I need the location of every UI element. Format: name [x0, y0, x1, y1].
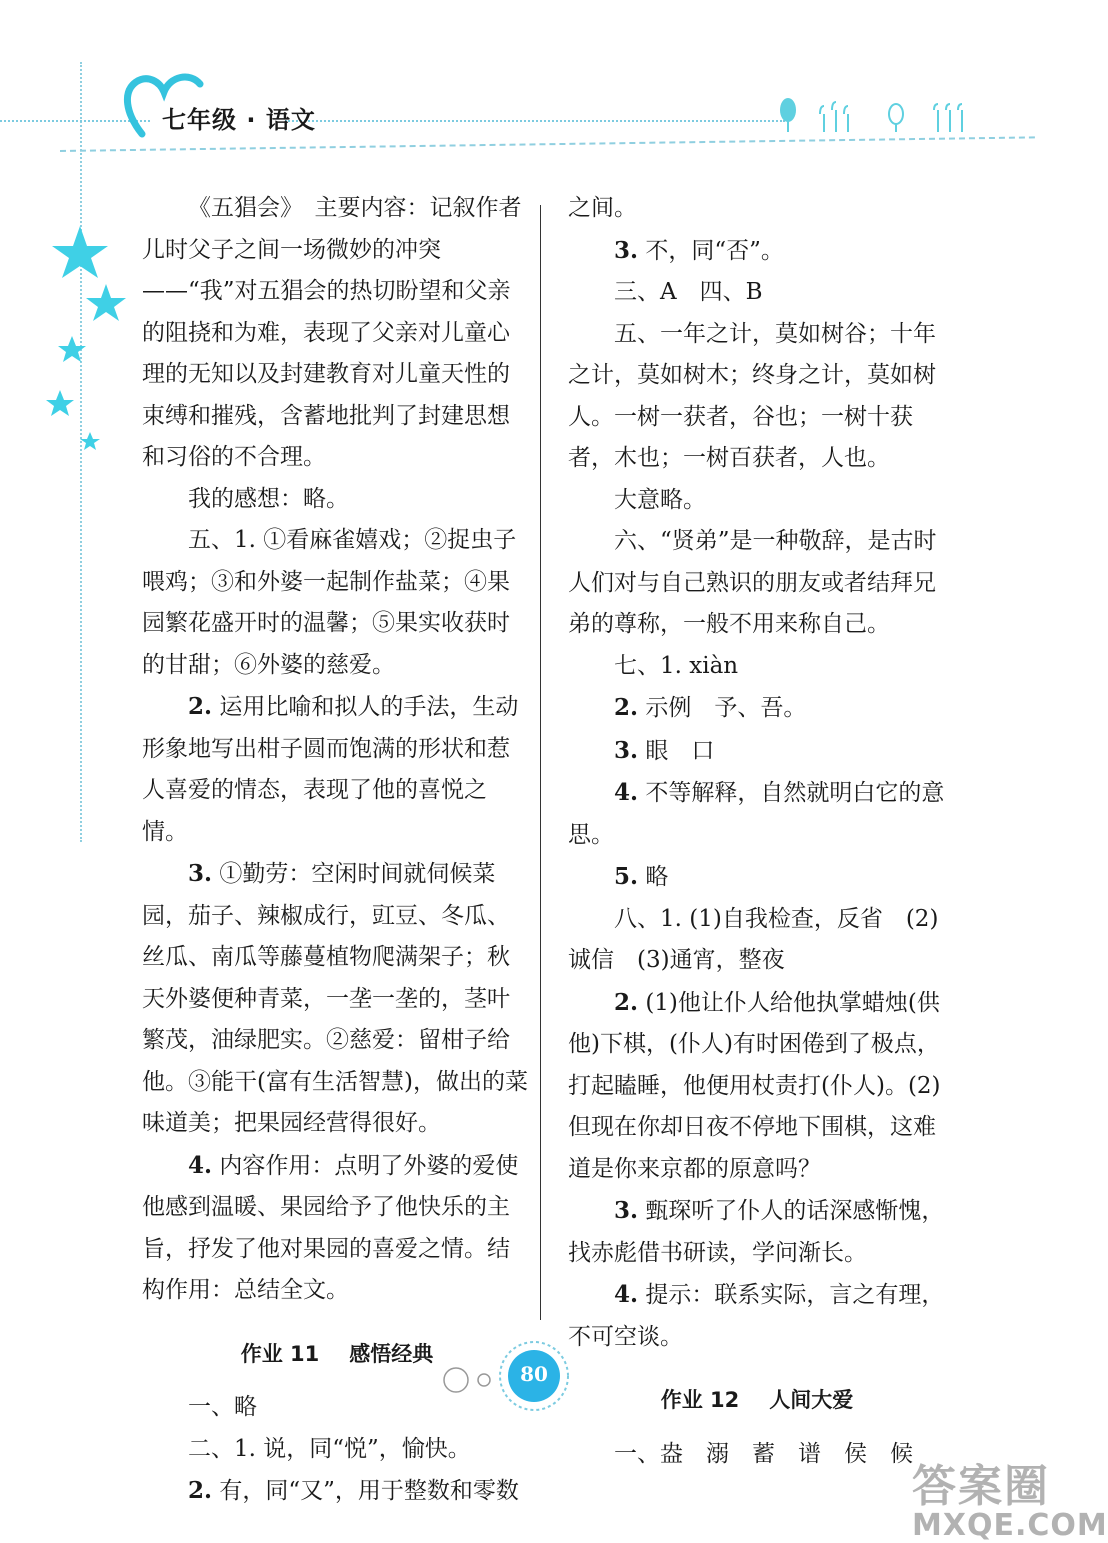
decorative-dotted-line [285, 120, 785, 122]
answer-paragraph [142, 1470, 532, 1513]
answer-paragraph: 五、一年之计，莫如树谷；十年之计，莫如树木；终身之计，莫如树人。一树一获者，谷也；一树十获者，木也；一树百获者，人也。 [568, 320, 936, 471]
item-number: 5. [614, 863, 639, 890]
item-number: 4. [188, 1151, 213, 1179]
watermark-text: 答案圈 [912, 1461, 1050, 1512]
watermark-url: MXQE.COM [912, 1508, 1108, 1543]
item-number: 3. [188, 860, 213, 887]
answer-paragraph: 三、A 四、B [614, 279, 763, 305]
column-divider [540, 205, 541, 1320]
item-number: 4. [614, 1281, 639, 1308]
item-number: 3. [614, 236, 639, 264]
section-number: 作业 12 [660, 1388, 740, 1412]
section-title: 人间大爱 [769, 1388, 854, 1412]
answer-text: 眼 口 [638, 737, 715, 764]
answer-paragraph [568, 1190, 946, 1274]
answer-paragraph: 二、1. 说，同“悦”，愉快。 [188, 1435, 471, 1462]
item-number: 2. [614, 988, 639, 1016]
watermark [912, 1450, 1108, 1543]
page-number: 80 [508, 1350, 560, 1402]
answer-text: 运用比喻和拟人的手法，生动形象地写出柑子圆而饱满的形状和惹人喜爱的情态，表现了他的喜悦之情。 [142, 694, 519, 845]
answer-paragraph: 一、略 [188, 1394, 257, 1420]
answer-paragraph: 我的感想：略。 [188, 485, 349, 512]
answer-paragraph: 大意略。 [614, 486, 706, 513]
answer-paragraph [568, 230, 946, 273]
plants-decoration-icon [772, 96, 972, 136]
answer-paragraph [568, 687, 946, 730]
answer-paragraph: 《五猖会》 主要内容：记叙作者儿时父子之间一场微妙的冲突——“我”对五猖会的热切盼望和父亲的阻挠和为难，表现了父亲对儿童心理的无知以及封建教育对儿童天性的束缚和摧残，含蓄地批判了封建思想和习俗的不合理。 [142, 195, 522, 470]
answer-text: 不等解释，自然就明白它的意思。 [568, 780, 945, 848]
answer-paragraph [568, 1274, 946, 1358]
answer-paragraph: 一、盎 溺 蓄 谱 侯 候 [614, 1440, 913, 1467]
answer-text: (1)他让仆人给他执掌蜡烛(供他)下棋，(仆人)有时困倦到了极点，打起瞌睡，他便用杖责打(仆人)。(2)但现在你却日夜不停地下围棋，这难道是你来京都的原意吗？ [568, 989, 941, 1182]
item-number: 4. [614, 779, 639, 806]
answer-paragraph: 八、1. (1)自我检查，反省 (2)诚信 (3)通宵，整夜 [568, 905, 939, 973]
left-column [142, 188, 532, 1513]
item-number: 2. [188, 1477, 213, 1504]
grade-subject-title: 七年级 · 语文 [162, 106, 316, 134]
answer-text: 有，同“又”，用于整数和零数 [212, 1478, 519, 1504]
stars-decoration-icon [40, 226, 130, 466]
answer-text: 示例 予、吾。 [638, 695, 807, 721]
answer-paragraph [568, 856, 946, 899]
section-heading [568, 1380, 946, 1422]
item-number: 3. [614, 736, 639, 764]
answer-paragraph [568, 772, 946, 856]
section-number: 作业 11 [240, 1341, 320, 1366]
item-number: 3. [614, 1197, 639, 1224]
answer-paragraph [568, 982, 946, 1191]
answer-text: 不，同“否”。 [638, 237, 784, 264]
answer-paragraph: 五、1. ①看麻雀嬉戏；②捉虫子喂鸡；③和外婆一起制作盐菜；④果园繁花盛开时的温馨；⑤果实收获时的甘甜；⑥外婆的慈爱。 [142, 527, 517, 678]
item-number: 2. [188, 693, 213, 720]
answer-paragraph: 七、1. xiàn [614, 652, 739, 679]
answer-paragraph [142, 853, 532, 1145]
answer-text: 内容作用：点明了外婆的爱使他感到温暖、果园给予了他快乐的主旨，抒发了他对果园的喜爱之情。结构作用：总结全文。 [142, 1152, 519, 1303]
answer-paragraph [568, 730, 946, 773]
answer-paragraph [142, 686, 532, 853]
answer-text: 提示：联系实际，言之有理，不可空谈。 [568, 1282, 945, 1350]
right-column [568, 188, 946, 1475]
answer-text: 甄琛听了仆人的话深感惭愧，找赤彪借书研读，学问渐长。 [568, 1198, 945, 1266]
answer-paragraph [142, 1145, 532, 1312]
answer-paragraph: 之间。 [568, 195, 637, 221]
answer-text: 略 [638, 864, 669, 890]
item-number: 2. [614, 694, 639, 721]
section-title: 感悟经典 [349, 1341, 434, 1366]
answer-text: ①勤劳：空闲时间就伺候菜园，茄子、辣椒成行，豇豆、冬瓜、丝瓜、南瓜等藤蔓植物爬满架子；秋天外婆便种青菜，一垄一垄的，茎叶繁茂，油绿肥实。②慈爱：留柑子给他。③能干(富有生活智慧)，做出的菜味道美；把果园经营得很好。 [142, 861, 528, 1136]
answer-paragraph: 六、“贤弟”是一种敬辞，是古时人们对与自己熟识的朋友或者结拜兄弟的尊称，一般不用来称自己。 [568, 528, 937, 637]
